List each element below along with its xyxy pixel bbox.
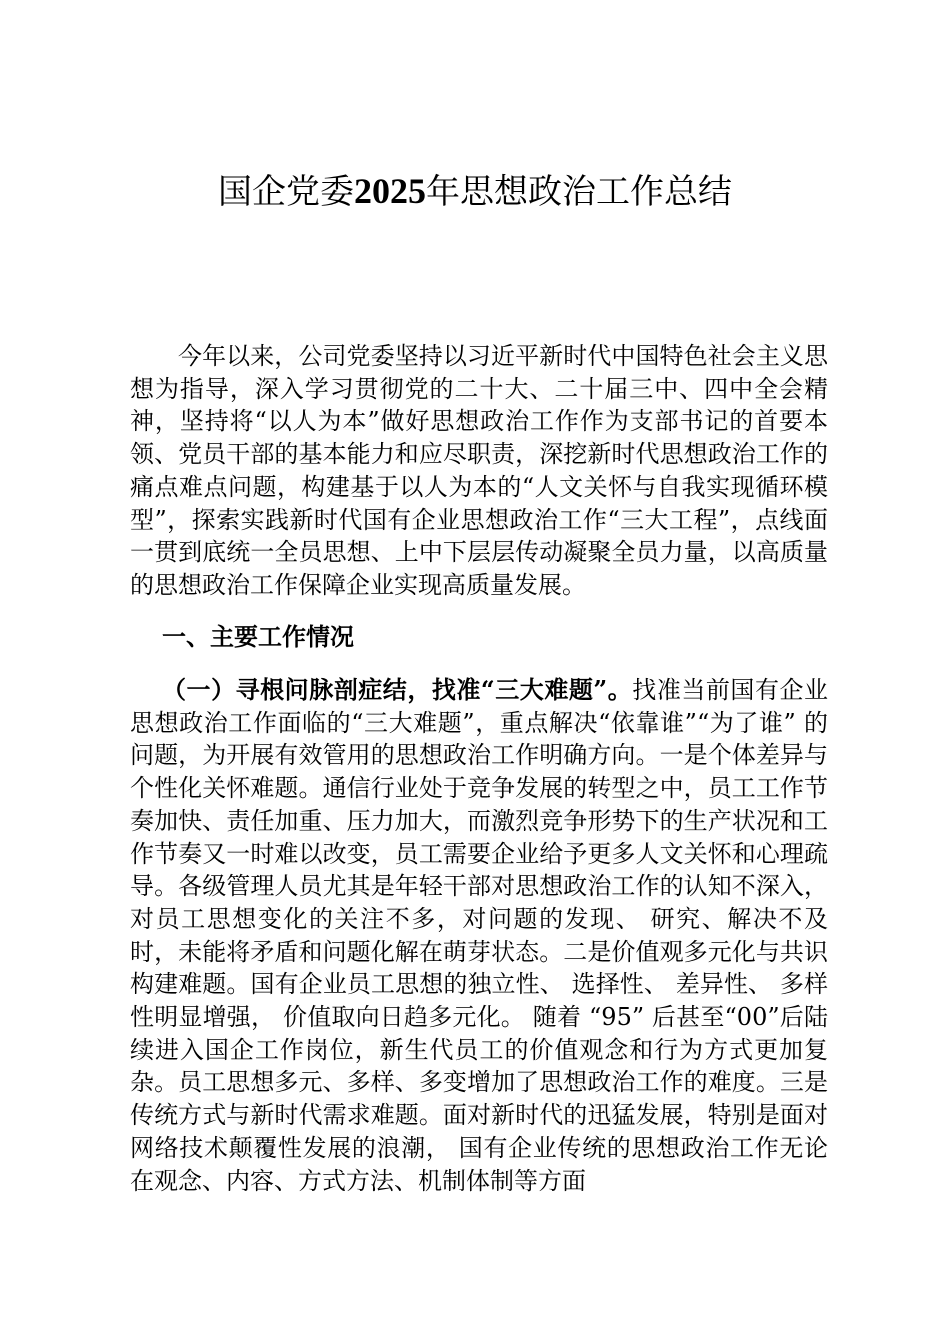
document-title	[0, 168, 950, 215]
title-suffix: 年思想政治工作总结	[426, 172, 732, 212]
title-year: 2025	[354, 171, 426, 211]
section-heading-main-work: 一、主要工作情况	[162, 622, 354, 651]
subsection-text-1: 找准当前国有企业思想政治工作面临的“三大难题”，重点解决“依靠谁”“为了谁” 的问题，为开展有效管用的思想政治工作明确方向。一是个体差异与个性化关怀难题。通信行业处于竞争发展的转型之中，员工工作节奏加快、责任加重、压力加大，而激烈竞争形势下的生产状况和工作节奏又一时难以改变，员工需要企业给予更多人文关怀和心理疏导。各级管理人员尤其是年轻干部对思想政治工作的认知不深入， 对员工思想变化的关注不多，对问题的发现、 研究、解决不及时，未能将矛盾和问题化解在萌芽状态。二是价值观多元化与共识构建难题。国有企业员工思想的独立性、 选择性、 差异性、 多样性明显增强， 价值取向日趋多元化。 随着 “95” 后甚至“00”后陆续进入国企工作岗位，新生代员工的价值观念和行为方式更加复杂。员工思想多元、多样、多变增加了思想政治工作的难度。三是传统方式与新时代需求难题。面对新时代的迅猛发展，特别是面对网络技术颠覆性发展的浪潮， 国有企业传统的思想政治工作无论在观念、内容、方式方法、机制体制等方面	[130, 676, 829, 1195]
subsection-heading-1: （一）寻根问脉剖症结，找准“三大难题”。	[162, 675, 633, 704]
title-prefix: 国企党委	[218, 172, 354, 212]
intro-paragraph: 今年以来，公司党委坚持以习近平新时代中国特色社会主义思想为指导，深入学习贯彻党的二十大、二十届三中、四中全会精神，坚持将“以人为本”做好思想政治工作作为支部书记的首要本领、党员干部的基本能力和应尽职责，深挖新时代思想政治工作的痛点难点问题，构建基于以人为本的“人文关怀与自我实现循环模型”，探索实践新时代国有企业思想政治工作“三大工程”，点线面一贯到底统一全员思想、上中下层层传动凝聚全员力量，以高质量的思想政治工作保障企业实现高质量发展。	[130, 342, 828, 599]
subsection-paragraph-1	[130, 674, 828, 1197]
